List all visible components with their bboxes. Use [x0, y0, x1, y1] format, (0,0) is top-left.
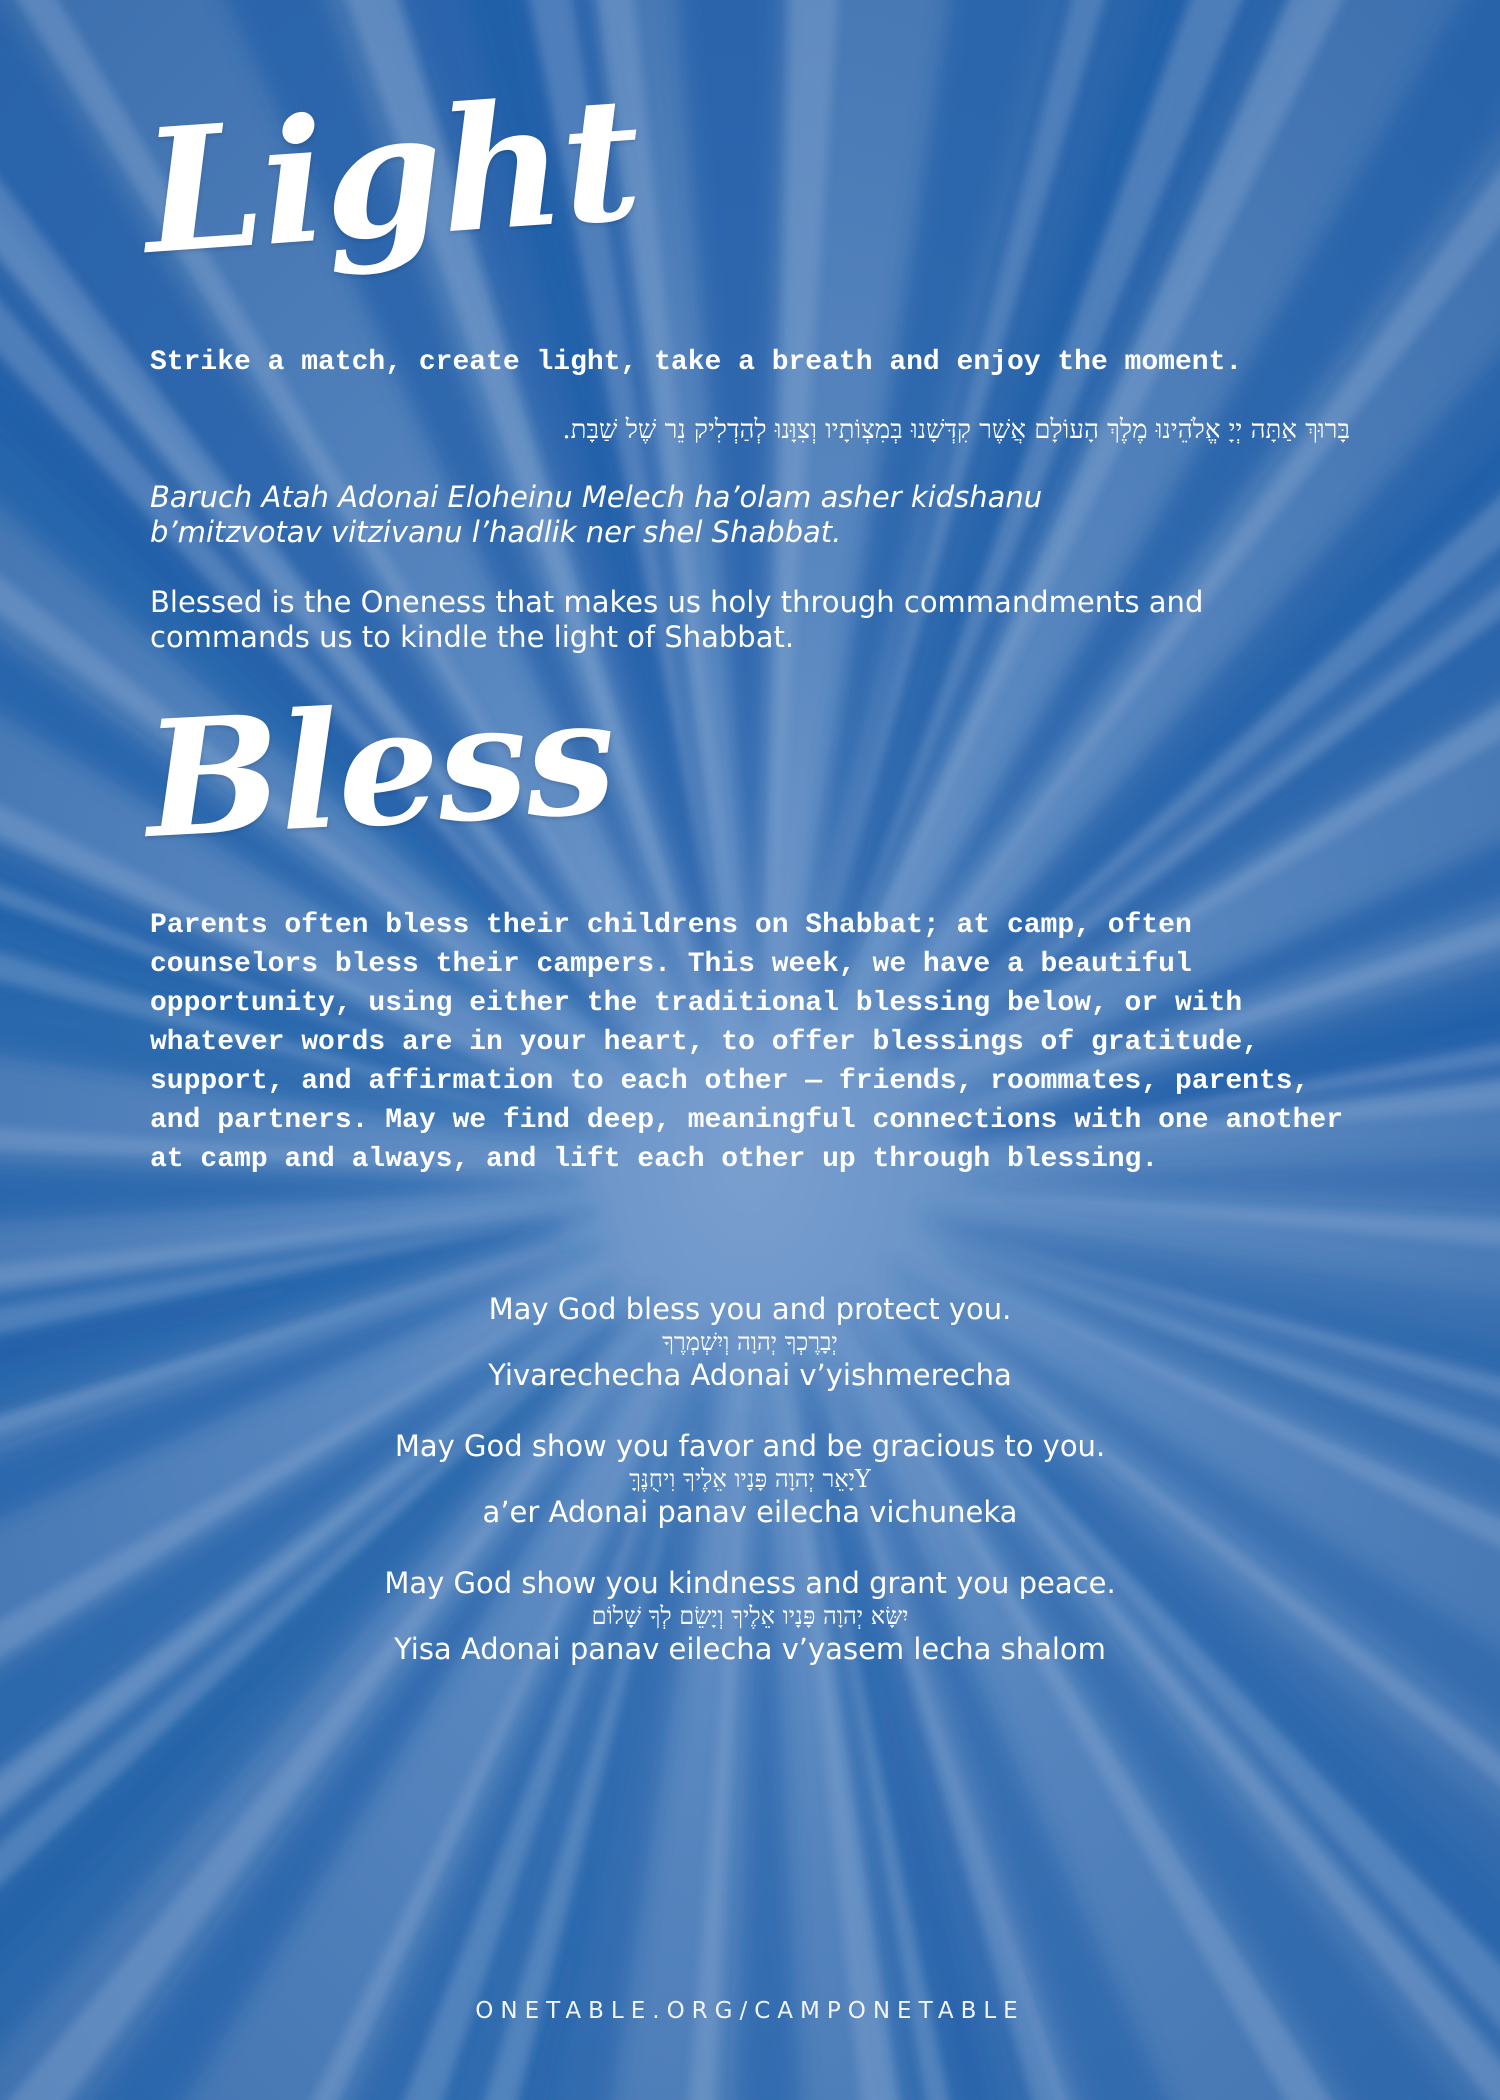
blessing-hebrew: יְבָרֶכְךָ יְהוָה וְיִשְׁמְרֶךָ	[662, 1328, 838, 1356]
blessing-verse-2	[150, 1429, 1350, 1530]
blessing-transliteration: a’er Adonai panav eilecha vichuneka	[482, 1495, 1018, 1529]
blessing-hebrew: יִשָּׂא יְהוָה פָּנָיו אֵלֶיךָ וְיָשֵׂם לְךָ שָׁלוֹם	[591, 1602, 909, 1630]
blessing-english: May God show you kindness and grant you peace.	[384, 1566, 1116, 1600]
light-translation: Blessed is the Oneness that makes us holy through commandments and commands us to kindle the light of Shabbat.	[150, 585, 1204, 654]
bless-paragraph: Parents often bless their childrens on Shabbat; at camp, often counselors bless their campers. This week, we have a beautiful opportunity, using either the traditional blessing below, or with whatever words are in your heart, to offer blessings of gratitude, support, and affirmation to each other — friends, roommates, parents, and partners. May we find deep, meaningful connections with one another at camp and always, and lift each other up through blessing.	[150, 910, 1343, 1175]
footer-url-link[interactable]: ONETABLE.ORG/CAMPONETABLE	[475, 1998, 1025, 2024]
blessing-hebrew: Yיָאֵר יְהוָה פָּנָיו אֵלֶיךָ וִיחֻנֶּךָּ	[629, 1465, 871, 1493]
light-heading: Light	[137, 58, 645, 293]
blessing-english: May God show you favor and be gracious to you.	[394, 1429, 1106, 1463]
blessing-verse-3	[150, 1566, 1350, 1667]
light-transliteration	[150, 480, 1350, 550]
blessing-verse-1	[150, 1292, 1350, 1393]
transliteration-line-2: b’mitzvotav vitzivanu l’hadlik ner shel Shabbat.	[150, 515, 842, 549]
light-hebrew-blessing: בָּרוּךְ אַתָּה יְיָ אֱלֹהֵינוּ מֶלֶךְ הָעוֹלָם אֲשֶׁר קִדְּשָׁנוּ בְּמִצְוֹתָיו וְצִוָּנוּ לְהַדְלִיק נֵר שֶׁל שַׁבָּת.	[562, 415, 1350, 445]
transliteration-line-1: Baruch Atah Adonai Eloheinu Melech ha’olam asher kidshanu	[150, 480, 1043, 514]
blessing-transliteration: Yivarechecha Adonai v’yishmerecha	[488, 1358, 1012, 1392]
bless-heading: Bless	[140, 661, 619, 874]
light-intro-text: Strike a match, create light, take a breath and enjoy the moment.	[150, 347, 1243, 378]
priestly-blessing	[150, 1292, 1350, 1703]
blessing-english: May God bless you and protect you.	[488, 1292, 1012, 1326]
blessing-transliteration: Yisa Adonai panav eilecha v’yasem lecha shalom	[394, 1632, 1106, 1666]
